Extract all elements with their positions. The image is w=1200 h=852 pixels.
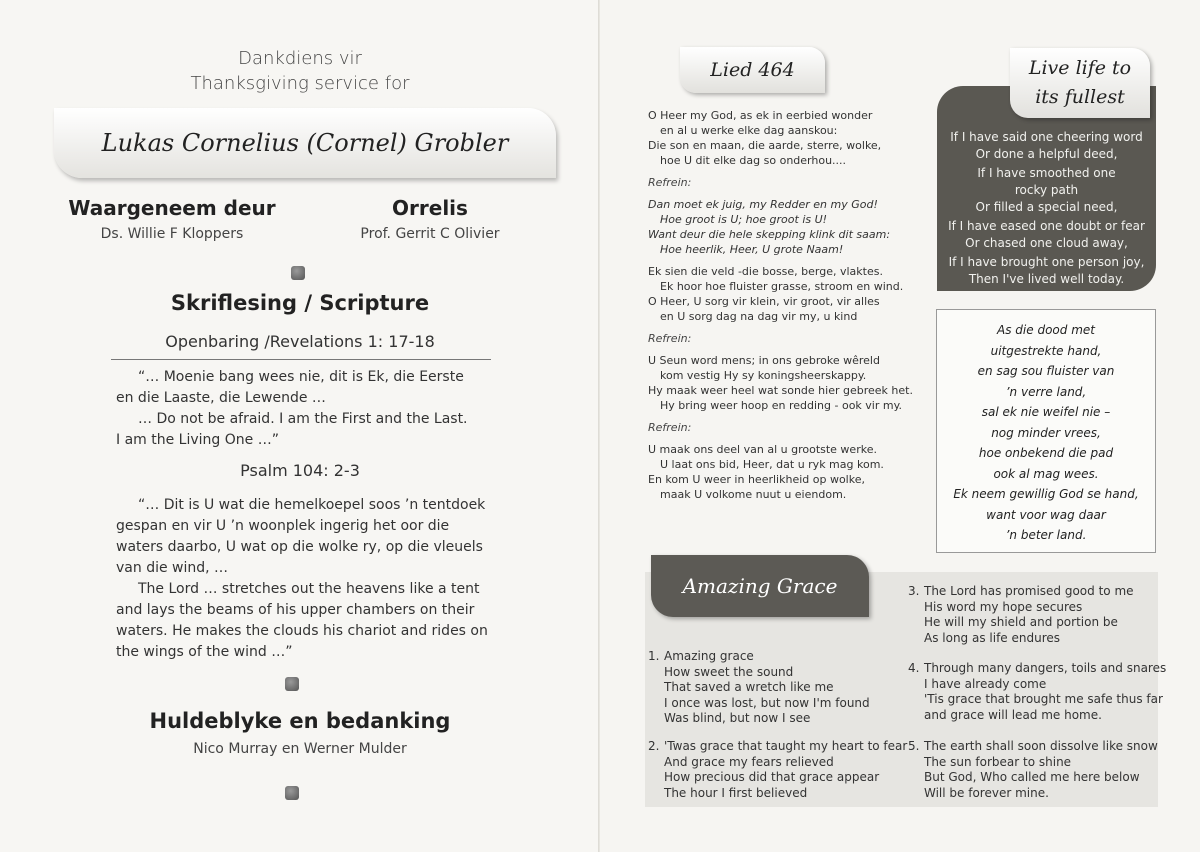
poem-line: want voor wag daar bbox=[986, 507, 1106, 522]
poem-line: nog minder vrees, bbox=[991, 425, 1101, 440]
grace-verse-1 bbox=[648, 649, 870, 727]
verse-line: 'Twas grace that taught my heart to fear bbox=[664, 739, 908, 753]
poem-line: Or filled a special need, bbox=[975, 200, 1118, 214]
reading2-line: waters daarbo, U wat op die wolke ry, op die vleuels bbox=[116, 539, 483, 555]
lied-line: hoe U dit elke dag so onderhou.... bbox=[660, 154, 847, 167]
poem-line: Then I've lived well today. bbox=[968, 272, 1125, 286]
verse-line: The sun forbear to shine bbox=[924, 754, 1072, 769]
poem-line: rocky path bbox=[1014, 183, 1079, 197]
live-life-title-line: its fullest bbox=[1035, 86, 1125, 108]
lied-line: kom vestig Hy sy koningsheerskappy. bbox=[660, 369, 867, 382]
reading1-text bbox=[116, 367, 496, 451]
lied-title-tab bbox=[680, 47, 825, 93]
lied-line: Want deur die hele skepping klink dit saam: bbox=[648, 228, 891, 241]
reading2-line: The Lord … stretches out the heavens like a tent bbox=[138, 581, 480, 597]
amazing-grace-title: Amazing Grace bbox=[682, 574, 838, 598]
lied-line: U maak ons deel van al u grootste werke. bbox=[648, 443, 877, 456]
tributes-title: Huldeblyke en bedanking bbox=[149, 709, 451, 733]
poem-line: If I have smoothed one bbox=[977, 166, 1116, 180]
grace-verse-4 bbox=[908, 661, 1166, 723]
poem-line: sal ek nie weifel nie – bbox=[981, 405, 1111, 419]
grace-verse-3 bbox=[908, 584, 1134, 646]
reading2-reference: Psalm 104: 2-3 bbox=[240, 461, 360, 480]
verse-line: He will my shield and portion be bbox=[924, 615, 1118, 629]
reading2-line: van die wind, … bbox=[116, 560, 229, 576]
verse-number: 2. bbox=[648, 739, 660, 753]
verse-line: I have already come bbox=[924, 676, 1047, 691]
reading2-line: “… Dit is U wat die hemelkoepel soos ’n tentdoek bbox=[138, 497, 486, 513]
poem-line: Ek neem gewillig God se hand, bbox=[953, 487, 1139, 501]
poem-line: hoe onbekend die pad bbox=[978, 446, 1114, 460]
verse-number: 5. bbox=[908, 739, 920, 753]
live-life-title-tab bbox=[1010, 48, 1150, 118]
lied-line: Hoe groot is U; hoe groot is U! bbox=[660, 213, 828, 226]
verse-line: How precious did that grace appear bbox=[664, 770, 880, 784]
reading2-line: waters. He makes the clouds his chariot and rides on bbox=[116, 623, 488, 639]
verse-line: His word my hope secures bbox=[924, 599, 1083, 614]
verse-number: 1. bbox=[648, 649, 660, 663]
verse-line: And grace my fears relieved bbox=[664, 754, 834, 769]
tributes-names: Nico Murray en Werner Mulder bbox=[193, 741, 407, 757]
lied-text bbox=[648, 108, 948, 502]
lied-line: O Heer my God, as ek in eerbied wonder bbox=[648, 109, 873, 122]
poem-line: Or chased one cloud away, bbox=[965, 236, 1128, 250]
lied-line: Hy bring weer hoop en redding - ook vir my. bbox=[660, 399, 903, 412]
amazing-grace-title-tab bbox=[651, 555, 869, 617]
lied-line: Ek hoor hoe fluister grasse, stroom en wind. bbox=[660, 280, 904, 293]
refrain-label: Refrein: bbox=[648, 421, 692, 434]
verse-number: 4. bbox=[908, 661, 920, 675]
verse-line: That saved a wretch like me bbox=[664, 680, 834, 694]
officiant-heading: Waargeneem deur bbox=[68, 196, 276, 220]
name-banner bbox=[54, 108, 556, 178]
lied-title: Lied 464 bbox=[710, 59, 795, 81]
refrain-label: Refrein: bbox=[648, 176, 692, 189]
lied-line: maak U volkome nuut u eiendom. bbox=[660, 488, 847, 501]
lied-line: Dan moet ek juig, my Redder en my God! bbox=[648, 198, 878, 211]
verse-line: How sweet the sound bbox=[664, 664, 794, 679]
poem-line: ’n verre land, bbox=[1005, 384, 1087, 399]
poem-line: If I have brought one person joy, bbox=[948, 255, 1145, 269]
verse-line: I once was lost, but now I'm found bbox=[664, 695, 870, 710]
reading2-line: and lays the beams of his upper chambers on their bbox=[116, 602, 475, 618]
reading2-line: the wings of the wind …” bbox=[116, 644, 293, 660]
poem-line: uitgestrekte hand, bbox=[990, 343, 1102, 358]
poem-line: en sag sou fluister van bbox=[977, 364, 1115, 378]
verse-line: Will be forever mine. bbox=[924, 785, 1049, 800]
verse-line: Was blind, but now I see bbox=[664, 711, 811, 725]
verse-line: 'Tis grace that brought me safe thus far bbox=[924, 692, 1163, 706]
lied-line: Hy maak weer heel wat sonde hier gebreek het. bbox=[648, 384, 913, 397]
lied-line: O Heer, U sorg vir klein, vir groot, vir alles bbox=[648, 295, 880, 308]
organist-heading: Orrelis bbox=[392, 196, 468, 220]
deceased-name: Lukas Cornelius (Cornel) Grobler bbox=[101, 129, 509, 157]
verse-line: The hour I first believed bbox=[664, 785, 808, 800]
lied-line: Hoe heerlik, Heer, U grote Naam! bbox=[660, 243, 844, 256]
lied-line: Die son en maan, die aarde, sterre, wolke, bbox=[648, 139, 882, 152]
live-life-poem bbox=[937, 129, 1156, 288]
poem-line: If I have said one cheering word bbox=[950, 130, 1143, 144]
poem-line: If I have eased one doubt or fear bbox=[948, 219, 1145, 233]
verse-line: Amazing grace bbox=[664, 649, 754, 663]
verse-line: The earth shall soon dissolve like snow bbox=[924, 739, 1158, 753]
reading1-line: I am the Living One …” bbox=[116, 432, 279, 448]
lied-line: U laat ons bid, Heer, dat u ryk mag kom. bbox=[660, 458, 884, 471]
bullet-ornament bbox=[285, 786, 299, 800]
intro-line-1: Dankdiens vir bbox=[238, 48, 362, 69]
poem-line: ’n beter land. bbox=[1005, 528, 1087, 542]
reading2-text bbox=[116, 495, 496, 663]
grace-verse-2 bbox=[648, 739, 907, 801]
officiant-name: Ds. Willie F Kloppers bbox=[100, 226, 244, 242]
live-life-title-line: Live life to bbox=[1028, 57, 1132, 79]
reading1-line: en die Laaste, die Lewende … bbox=[116, 390, 326, 406]
bullet-ornament bbox=[285, 677, 299, 691]
scripture-title: Skriflesing / Scripture bbox=[170, 291, 430, 315]
reading2-line: gespan en vir U ’n woonplek ingerig het oor die bbox=[116, 518, 450, 534]
lied-line: En kom U weer in heerlikheid op wolke, bbox=[648, 473, 865, 486]
verse-line: and grace will lead me home. bbox=[924, 707, 1102, 722]
poem-line: ook al mag wees. bbox=[993, 466, 1099, 481]
reading1-line: … Do not be afraid. I am the First and the Last. bbox=[138, 411, 468, 427]
lied-line: Ek sien die veld -die bosse, berge, vlaktes. bbox=[648, 265, 883, 278]
reading1-reference: Openbaring /Revelations 1: 17-18 bbox=[165, 332, 435, 351]
poem-line: As die dood met bbox=[997, 323, 1095, 337]
organist-name: Prof. Gerrit C Olivier bbox=[360, 226, 500, 242]
bullet-ornament bbox=[291, 266, 305, 280]
lied-line: en U sorg dag na dag vir my, u kind bbox=[660, 310, 858, 323]
verse-line: The Lord has promised good to me bbox=[924, 584, 1134, 598]
intro-line-2: Thanksgiving service for bbox=[190, 73, 410, 94]
verse-number: 3. bbox=[908, 584, 920, 598]
grace-verse-5 bbox=[908, 739, 1158, 801]
divider-line bbox=[111, 359, 491, 360]
reading1-line: “… Moenie bang wees nie, dit is Ek, die Eerste bbox=[138, 369, 464, 385]
verse-line: As long as life endures bbox=[924, 630, 1061, 645]
lied-line: en al u werke elke dag aanskou: bbox=[660, 124, 838, 137]
refrain-label: Refrein: bbox=[648, 332, 692, 345]
verse-line: Through many dangers, toils and snares bbox=[924, 661, 1167, 675]
poem-line: Or done a helpful deed, bbox=[975, 147, 1118, 161]
lied-line: U Seun word mens; in ons gebroke wêreld bbox=[648, 354, 880, 367]
dood-poem bbox=[936, 320, 1156, 546]
verse-line: But God, Who called me here below bbox=[924, 770, 1140, 784]
